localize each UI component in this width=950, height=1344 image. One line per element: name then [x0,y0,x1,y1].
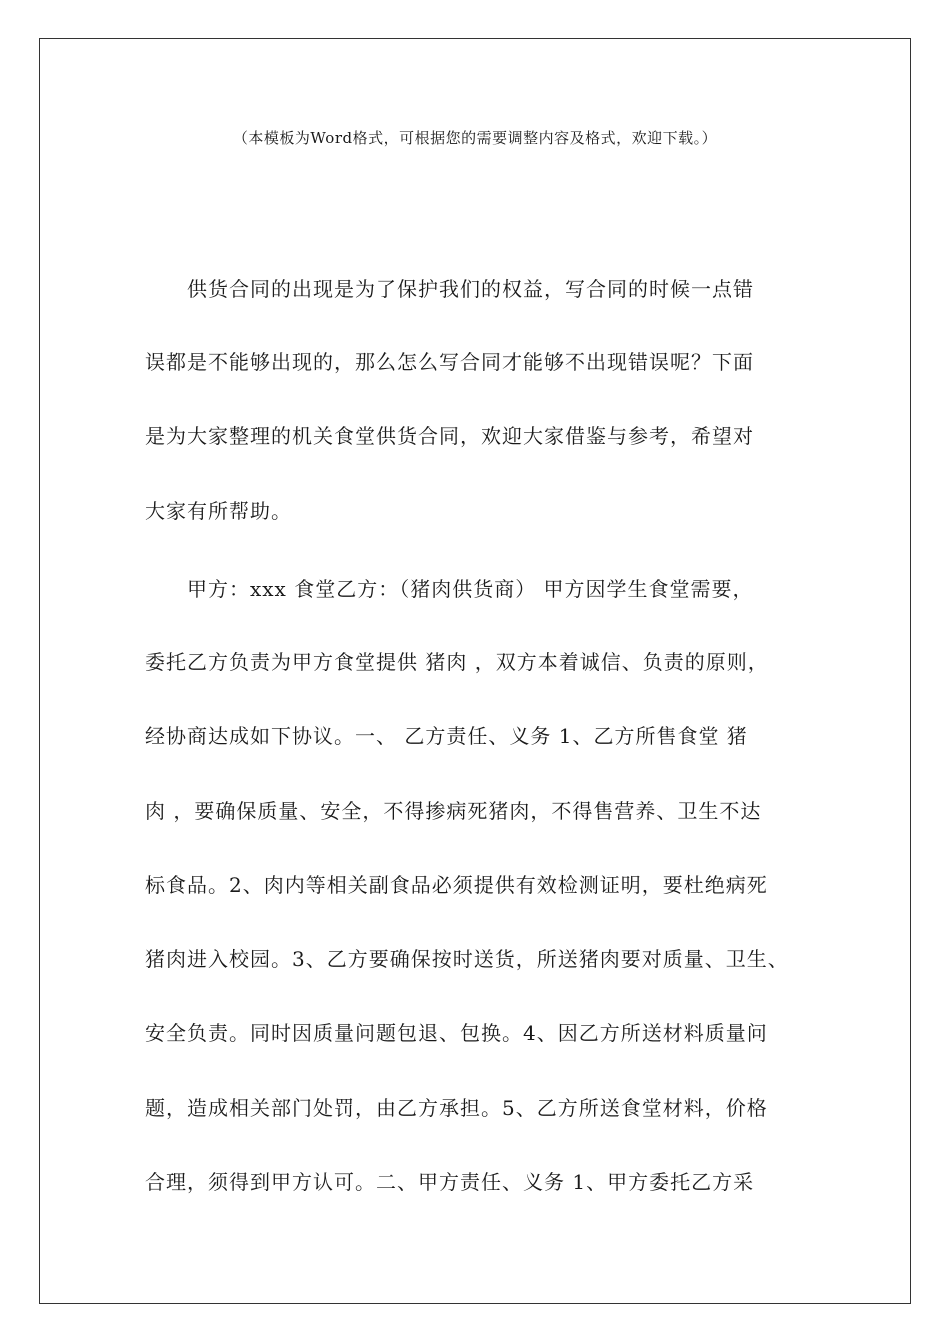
body-line: 标食品。2、肉内等相关副食品必须提供有效检测证明，要杜绝病死 [145,873,768,897]
body-line: 委托乙方负责为甲方食堂提供 猪肉 ，双方本着诚信、负责的原则， [145,650,769,674]
body-line: 安全负责。同时因质量问题包退、包换。4、因乙方所送材料质量问 [145,1021,768,1045]
body-line: 合理，须得到甲方认可。二、甲方责任、义务 1、甲方委托乙方采 [145,1170,755,1194]
body-line: 经协商达成如下协议。一、 乙方责任、义务 1、乙方所售食堂 猪 [145,724,748,748]
body-line: 大家有所帮助。 [145,499,292,523]
body-line: 题，造成相关部门处罚，由乙方承担。5、乙方所送食堂材料，价格 [145,1096,768,1120]
body-line: 甲方：xxx 食堂乙方：（猪肉供货商） 甲方因学生食堂需要， [145,577,754,601]
body-line: 供货合同的出现是为了保护我们的权益，写合同的时候一点错 [145,277,754,301]
body-line: 误都是不能够出现的，那么怎么写合同才能够不出现错误呢？下面 [145,350,754,374]
body-line: 肉 ，要确保质量、安全，不得掺病死猪肉，不得售营养、卫生不达 [145,799,762,823]
body-line: 猪肉进入校园。3、乙方要确保按时送货，所送猪肉要对质量、卫生、 [145,947,789,971]
template-note: （本模板为Word格式，可根据您的需要调整内容及格式，欢迎下载。） [232,129,718,147]
body-line: 是为大家整理的机关食堂供货合同，欢迎大家借鉴与参考，希望对 [145,424,754,448]
